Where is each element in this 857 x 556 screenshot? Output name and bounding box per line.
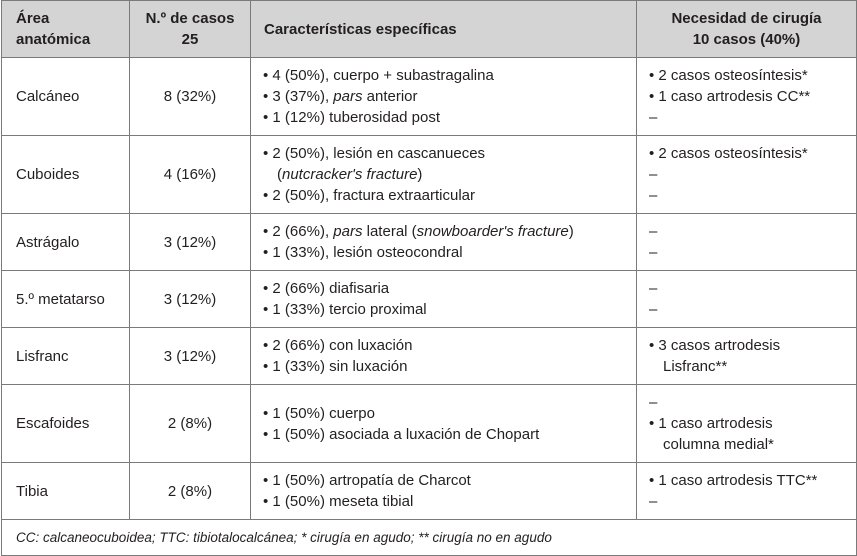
feature-line: (nutcracker's fracture) (277, 166, 423, 183)
feature-line: • 3 (37%), pars anterior (263, 88, 418, 105)
area-cell: Calcáneo (2, 58, 130, 136)
features-cell (251, 385, 637, 463)
surgery-cell (637, 271, 857, 328)
cases-cell: 3 (12%) (130, 214, 251, 271)
surgery-line: – (649, 109, 658, 126)
table-body (2, 58, 857, 520)
table-row (2, 463, 857, 520)
surgery-line: Lisfranc** (663, 358, 728, 375)
feature-line: • 2 (50%), fractura extraarticular (263, 187, 475, 204)
feature-line: • 2 (66%), pars lateral (snowboarder's fracture) (263, 223, 574, 240)
surgery-line: – (649, 244, 658, 261)
surgery-cell (637, 385, 857, 463)
feature-line: • 2 (66%) con luxación (263, 337, 413, 354)
surgery-line: • 1 caso artrodesis (649, 415, 773, 432)
table-row (2, 385, 857, 463)
area-cell: 5.º metatarso (2, 271, 130, 328)
surgery-line: • 2 casos osteosíntesis* (649, 67, 808, 84)
features-cell (251, 271, 637, 328)
feature-line: • 1 (50%) artropatía de Charcot (263, 472, 471, 489)
surgery-line: – (649, 166, 658, 183)
feature-line: • 1 (33%), lesión osteocondral (263, 244, 463, 261)
cases-cell: 2 (8%) (130, 385, 251, 463)
cases-cell: 2 (8%) (130, 463, 251, 520)
area-cell: Escafoides (2, 385, 130, 463)
footnote-row (2, 520, 857, 556)
cases-cell: 8 (32%) (130, 58, 251, 136)
header-features: Características específicas (251, 1, 637, 58)
cases-cell: 3 (12%) (130, 328, 251, 385)
surgery-line: – (649, 223, 658, 240)
table-row (2, 271, 857, 328)
surgery-cell (637, 328, 857, 385)
feature-line: • 1 (33%) sin luxación (263, 358, 408, 375)
feature-line: • 2 (66%) diafisaria (263, 280, 390, 297)
header-cases: N.º de casos 25 (130, 1, 251, 58)
header-area: Área anatómica (2, 1, 130, 58)
surgery-line: – (649, 301, 658, 318)
feature-line: • 1 (50%) meseta tibial (263, 493, 414, 510)
features-cell (251, 328, 637, 385)
cases-cell: 4 (16%) (130, 136, 251, 214)
surgery-line: • 1 caso artrodesis CC** (649, 88, 811, 105)
feature-line: • 1 (33%) tercio proximal (263, 301, 427, 318)
header-surgery: Necesidad de cirugía 10 casos (40%) (637, 1, 857, 58)
table-container (1, 0, 856, 556)
surgery-cell (637, 58, 857, 136)
feature-line: • 2 (50%), lesión en cascanueces (263, 145, 486, 162)
surgery-cell (637, 136, 857, 214)
area-cell: Cuboides (2, 136, 130, 214)
feature-line: • 1 (50%) cuerpo (263, 404, 375, 422)
area-cell: Astrágalo (2, 214, 130, 271)
header-row (2, 1, 857, 58)
feature-line: • 1 (12%) tuberosidad post (263, 109, 441, 126)
surgery-line: • 1 caso artrodesis TTC** (649, 472, 818, 489)
surgery-line: – (649, 280, 658, 297)
cases-cell: 3 (12%) (130, 271, 251, 328)
surgery-cell (637, 214, 857, 271)
features-cell (251, 463, 637, 520)
features-cell (251, 136, 637, 214)
features-cell (251, 58, 637, 136)
surgery-line: columna medial* (663, 436, 774, 453)
surgery-line: – (649, 394, 658, 411)
area-cell: Lisfranc (2, 328, 130, 385)
surgery-line: – (649, 493, 658, 510)
table-row (2, 328, 857, 385)
feature-line: • 4 (50%), cuerpo + subastragalina (263, 67, 494, 84)
table-row (2, 136, 857, 214)
surgery-line: – (649, 187, 658, 204)
table-row (2, 214, 857, 271)
area-cell: Tibia (2, 463, 130, 520)
surgery-line: • 3 casos artrodesis (649, 337, 781, 354)
table-row (2, 58, 857, 136)
features-cell (251, 214, 637, 271)
fracture-table (1, 0, 857, 556)
surgery-line: • 2 casos osteosíntesis* (649, 145, 808, 162)
footnote: CC: calcaneocuboidea; TTC: tibiotalocalcánea; * cirugía en agudo; ** cirugía no en agudo (2, 520, 857, 556)
surgery-cell (637, 463, 857, 520)
feature-line: • 1 (50%) asociada a luxación de Chopart (263, 425, 540, 443)
